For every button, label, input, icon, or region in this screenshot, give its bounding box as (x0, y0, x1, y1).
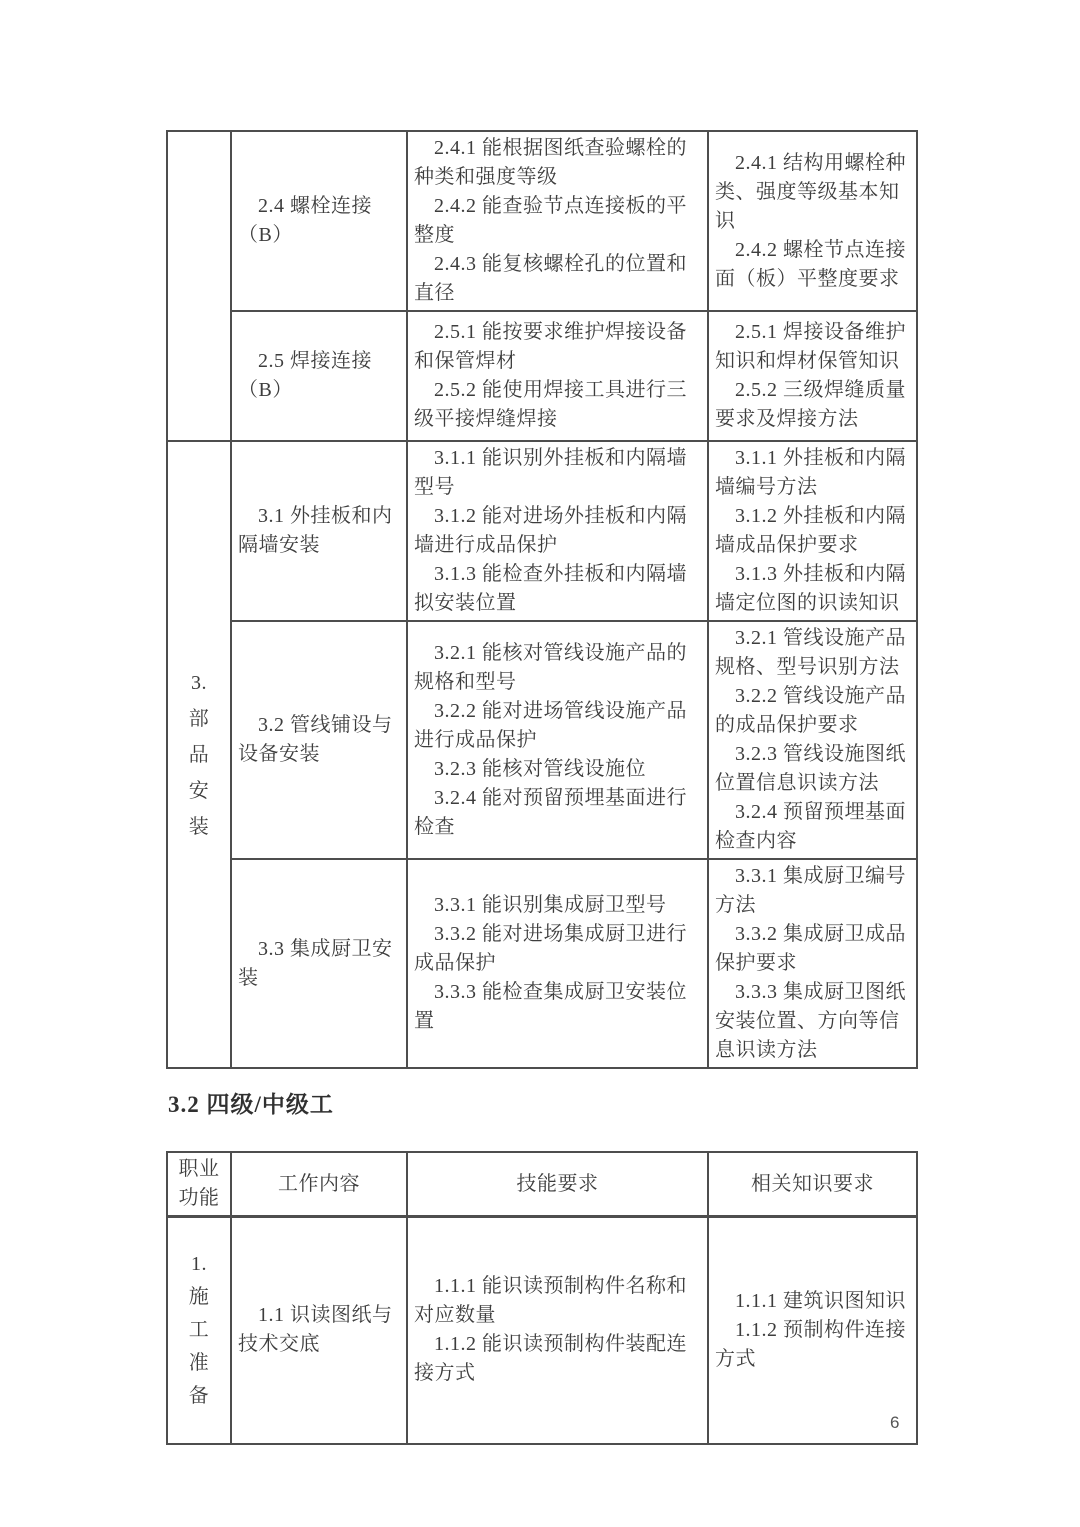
vertical-function-label: 1. 施 工 准 备 (188, 1252, 210, 1407)
header-knowledge-requirements: 相关知识要求 (708, 1152, 917, 1217)
knowledge-requirements-cell (708, 859, 917, 1068)
function-cell-construction-preparation (167, 1217, 231, 1444)
knowledge-requirements-cell (708, 441, 917, 621)
skill-item: 3.1.1 能识别外挂板和内隔墙型号 (414, 447, 687, 498)
knowledge-item: 2.5.2 三级焊缝质量要求及焊接方法 (715, 379, 906, 430)
knowledge-requirements-cell (708, 311, 917, 441)
work-content-cell (231, 1217, 407, 1444)
knowledge-requirements-cell (708, 131, 917, 311)
skill-requirements-cell (407, 441, 708, 621)
work-content-text: 3.2 管线铺设与设备安装 (238, 714, 393, 765)
knowledge-item: 3.2.4 预留预埋基面检查内容 (715, 801, 906, 852)
skill-item: 3.3.1 能识别集成厨卫型号 (434, 894, 667, 916)
header-work-content: 工作内容 (231, 1152, 407, 1217)
table-row (167, 131, 917, 311)
skill-item: 3.2.4 能对预留预埋基面进行检查 (414, 786, 687, 838)
function-cell-component-installation (167, 441, 231, 1068)
skill-item: 3.2.3 能核对管线设施位 (434, 757, 646, 780)
skill-item: 1.1.1 能识读预制构件名称和对应数量 (414, 1275, 687, 1327)
table-row (167, 1217, 917, 1444)
work-content-text: 3.1 外挂板和内隔墙安装 (238, 505, 393, 556)
skill-item: 1.1.2 能识读预制构件装配连接方式 (414, 1333, 687, 1385)
work-content-cell (231, 131, 407, 311)
section-heading: 3.2 四级/中级工 (168, 1092, 334, 1117)
skill-item: 2.4.3 能复核螺栓孔的位置和直径 (414, 253, 687, 304)
knowledge-item: 3.1.3 外挂板和内隔墙定位图的识读知识 (715, 563, 906, 614)
skill-item: 3.1.2 能对进场外挂板和内隔墙进行成品保护 (414, 505, 687, 556)
skill-item: 2.5.2 能使用焊接工具进行三级平接焊缝焊接 (414, 379, 687, 430)
work-content-cell (231, 859, 407, 1068)
vertical-function-label: 3. 部 品 安 装 (188, 671, 210, 838)
work-content-text: 1.1 识读图纸与技术交底 (238, 1304, 393, 1356)
knowledge-item: 3.2.2 管线设施产品的成品保护要求 (715, 685, 906, 736)
header-skill-requirements: 技能要求 (407, 1152, 708, 1217)
skill-item: 2.5.1 能按要求维护焊接设备和保管焊材 (414, 321, 687, 372)
work-content-cell (231, 441, 407, 621)
knowledge-item: 2.4.1 结构用螺栓种类、强度等级基本知识 (715, 151, 906, 232)
knowledge-requirements-cell (708, 621, 917, 859)
skill-item: 3.3.3 能检查集成厨卫安装位置 (414, 981, 687, 1032)
skill-requirements-cell (407, 311, 708, 441)
table-row (167, 621, 917, 859)
skill-requirements-cell (407, 1217, 708, 1444)
skill-item: 3.2.2 能对进场管线设施产品进行成品保护 (414, 699, 687, 751)
knowledge-item: 1.1.1 建筑识图知识 (735, 1289, 906, 1312)
skill-item: 3.1.3 能检查外挂板和内隔墙拟安装位置 (414, 563, 687, 614)
skill-requirements-cell (407, 621, 708, 859)
work-content-text: 2.4 螺栓连接（B） (238, 195, 372, 246)
knowledge-item: 2.4.2 螺栓节点连接面（板）平整度要求 (715, 238, 906, 290)
table-row (167, 441, 917, 621)
knowledge-item: 3.2.1 管线设施产品规格、型号识别方法 (715, 627, 906, 678)
knowledge-item: 3.3.2 集成厨卫成品保护要求 (715, 923, 906, 974)
skill-item: 3.2.1 能核对管线设施产品的规格和型号 (414, 641, 687, 693)
knowledge-item: 3.3.1 集成厨卫编号方法 (715, 865, 906, 916)
table-row (167, 311, 917, 441)
knowledge-item: 3.3.3 集成厨卫图纸安装位置、方向等信息识读方法 (715, 981, 906, 1061)
skill-requirements-cell (407, 859, 708, 1068)
work-content-cell (231, 311, 407, 441)
page-number: 6 (890, 1413, 900, 1432)
skill-item: 2.4.1 能根据图纸查验螺栓的种类和强度等级 (414, 137, 687, 188)
skill-item: 2.4.2 能查验节点连接板的平整度 (414, 195, 687, 246)
function-cell-empty (167, 131, 231, 441)
table-header-row (167, 1152, 917, 1217)
work-content-text: 2.5 焊接连接（B） (238, 350, 372, 401)
intermediate-worker-table (166, 1151, 918, 1445)
table-row (167, 859, 917, 1068)
knowledge-item: 2.5.1 焊接设备维护知识和焊材保管知识 (715, 321, 906, 372)
work-content-cell (231, 621, 407, 859)
knowledge-item: 1.1.2 预制构件连接方式 (715, 1318, 906, 1370)
header-function: 职业功能 (167, 1152, 231, 1217)
skill-item: 3.3.2 能对进场集成厨卫进行成品保护 (414, 923, 687, 974)
knowledge-item: 3.1.2 外挂板和内隔墙成品保护要求 (715, 505, 906, 556)
knowledge-item: 3.1.1 外挂板和内隔墙编号方法 (715, 447, 906, 498)
skill-requirements-cell (407, 131, 708, 311)
knowledge-requirements-cell (708, 1217, 917, 1444)
knowledge-item: 3.2.3 管线设施图纸位置信息识读方法 (715, 743, 906, 794)
skill-standard-table-continued (166, 130, 918, 1069)
work-content-text: 3.3 集成厨卫安装 (238, 937, 393, 989)
